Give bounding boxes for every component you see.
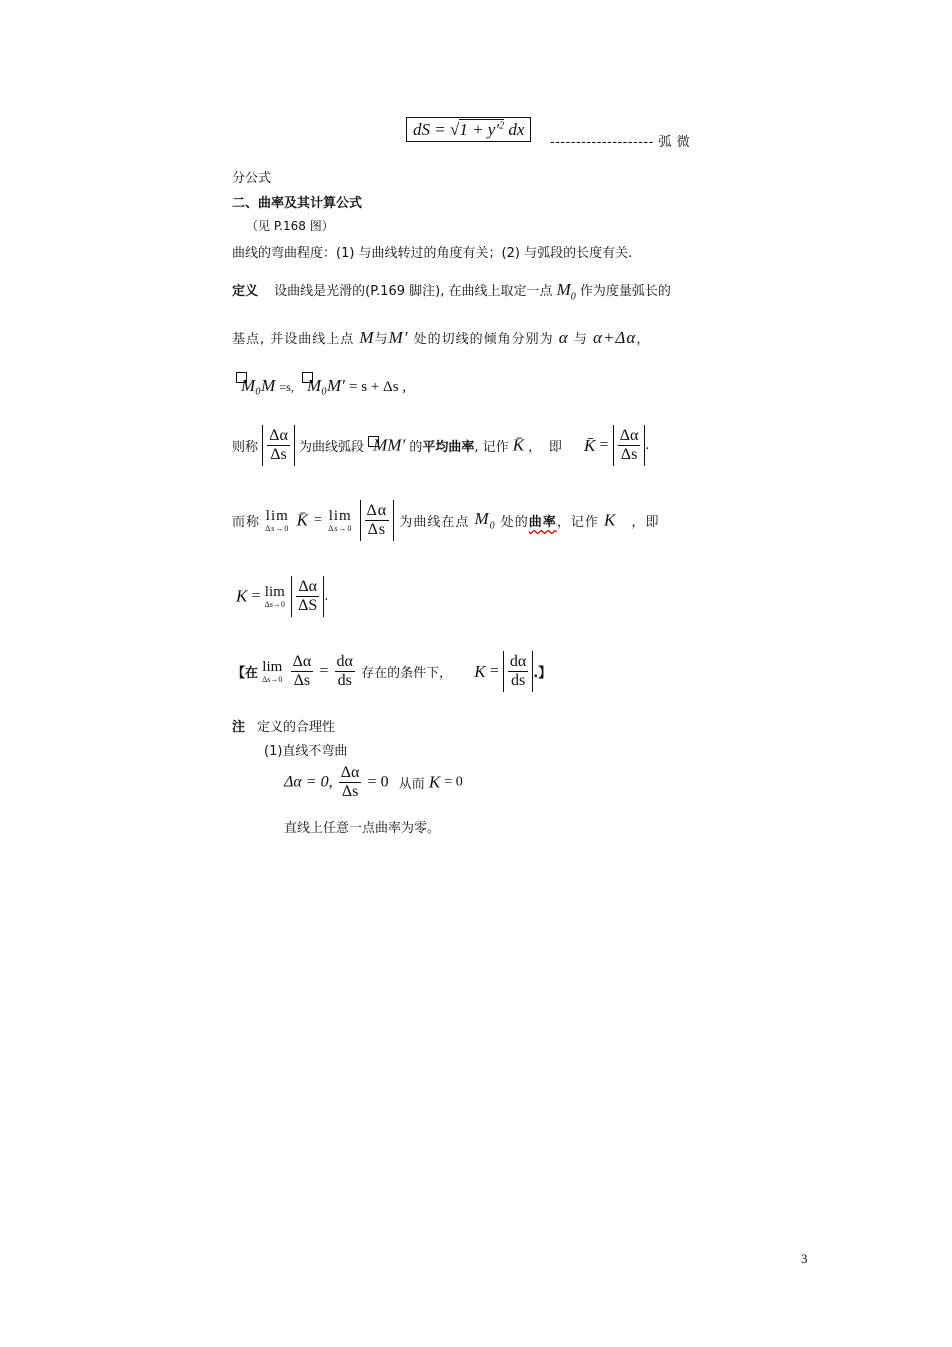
curvature-definition-line: 而称 lim Δs→0 K̄ = lim Δs→0 $\frac{\Delta\alpha}{\Delta s}$ 为曲线在点 $M_0$ 处的曲率，记作 K ，即 <box>232 500 659 541</box>
formula-label-continued: 分公式 <box>232 171 272 186</box>
definition-label: 定义 <box>232 284 259 299</box>
straight-line-formula: Δα = 0, $\frac{\Delta\alpha}{\Delta s}$ = 0 从而 K = 0 <box>284 764 463 800</box>
bending-description: 曲线的弯曲程度：(1) 与曲线转过的角度有关；(2) 与弧段的长度有关. <box>232 246 633 261</box>
curvature-formula: K = lim Δs→0 $\frac{\Delta\alpha}{\Delta S}$ . <box>236 576 328 617</box>
note-item-1: (1)直线不弯曲 <box>264 744 348 759</box>
definition-line-1: 定义 设曲线是光滑的(P.169 脚注), 在曲线上取定一点 $M_0$ 作为度量弧长的 <box>232 280 671 303</box>
note-conclusion: 直线上任意一点曲率为零。 <box>284 821 441 836</box>
note-heading: 注 定义的合理性 <box>232 720 336 735</box>
page-number: 3 <box>801 1251 808 1266</box>
arc-differential-formula: dS = $√1 + y'^2$ dx <box>406 120 531 140</box>
definition-line-2: 基点, 并设曲线上点 M与M′ 处的切线的倾角分别为 α 与 α+Δα， <box>232 328 651 347</box>
see-figure-note: （见 P.168 图） <box>246 219 334 233</box>
arc-length-definitions: M₀M =s, M₀M′ = s + Δs , <box>236 376 406 396</box>
average-curvature-line: 则称 $\frac{\Delta\alpha}{\Delta s}$ 为曲线弧段 MM′ 的平均曲率, 记作 K̄ , 即 K̄ = $\frac{\Delta\alpha}{\Delta s}$ . <box>232 425 650 466</box>
formula-leader: -------------------- 弧 微 <box>550 135 691 150</box>
derivative-form-note: 【在 lim Δs→0 $\frac{\Delta\alpha}{\Delta s}$ = $\frac{d\alpha}{ds}$ 存在的条件下， K = $\frac{d\alpha}{ds}$ .】 <box>232 651 551 692</box>
section-title: 二、曲率及其计算公式 <box>232 196 363 211</box>
